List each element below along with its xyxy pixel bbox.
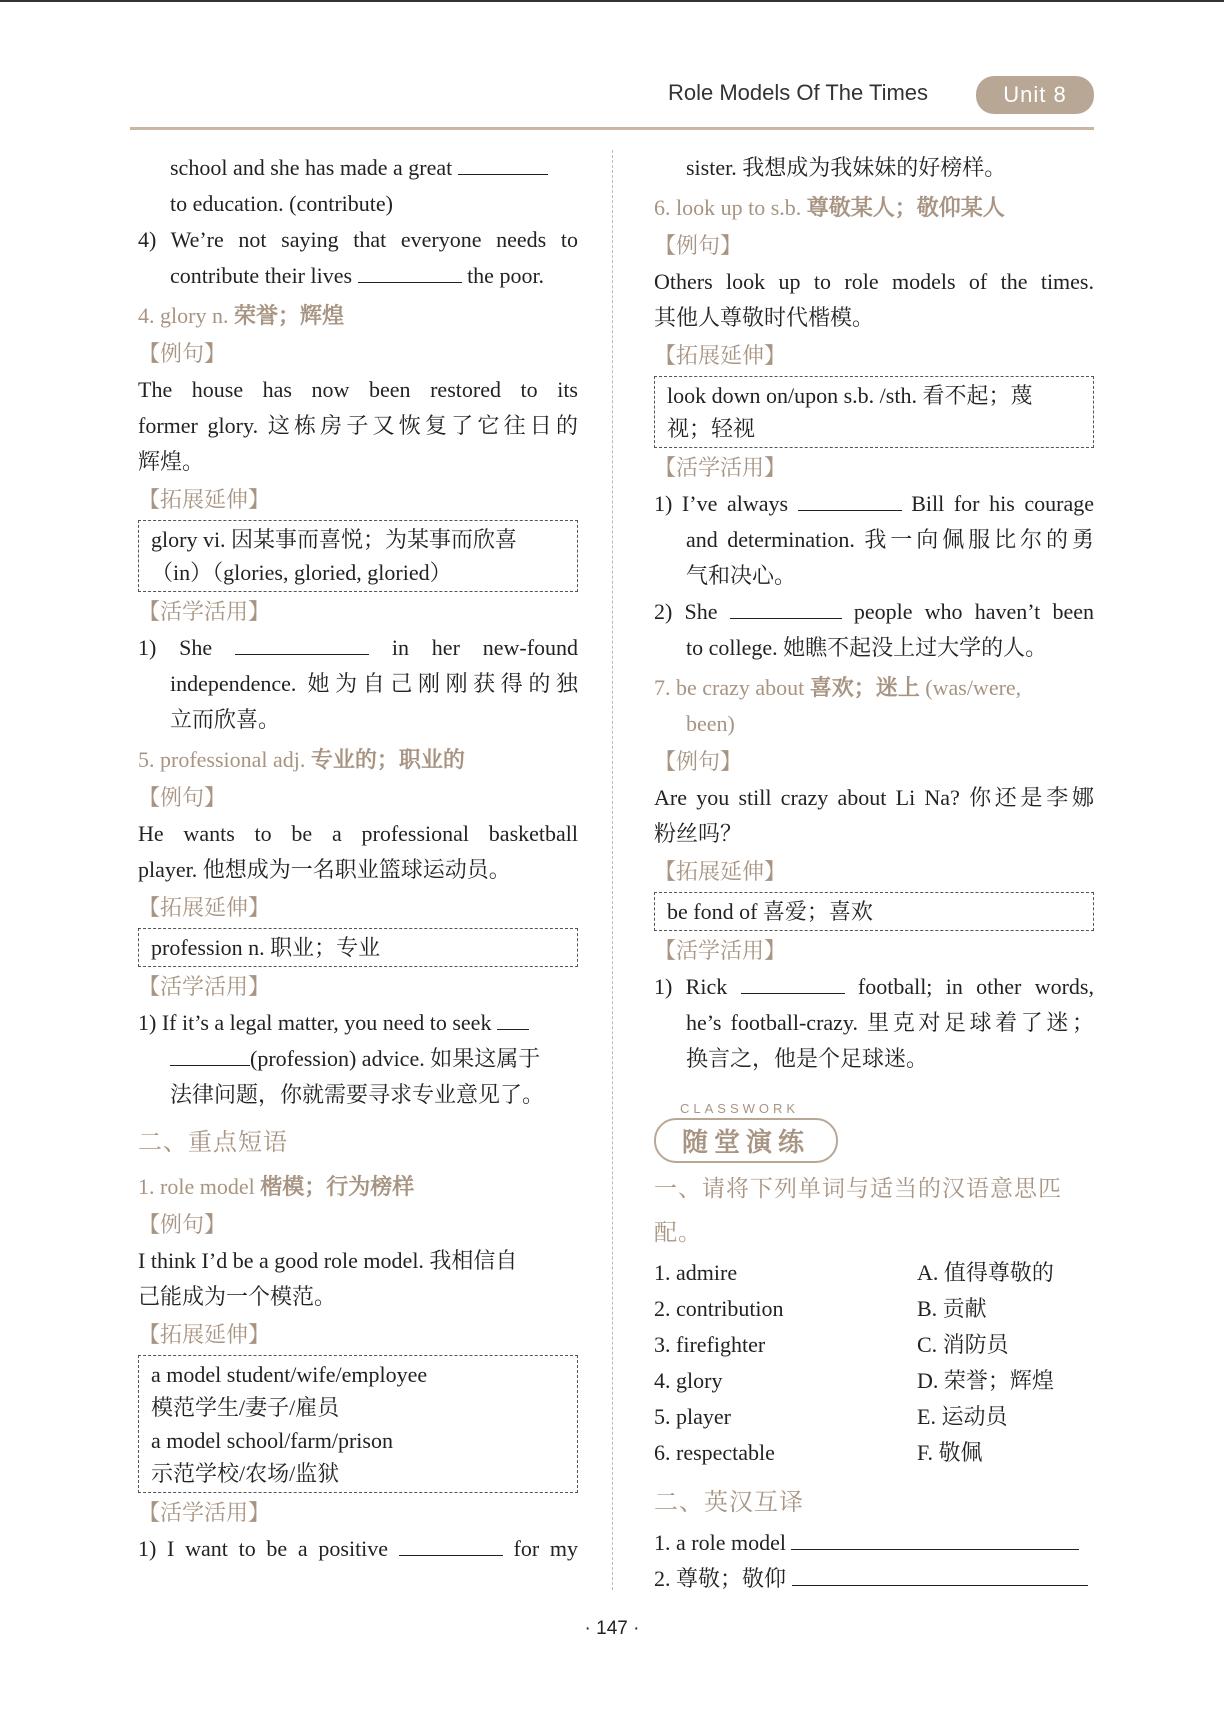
practice-line: (profession) advice. 如果这属于 <box>138 1041 578 1077</box>
text-line: to education. (contribute) <box>170 191 393 216</box>
match-meaning: B. 贡献 <box>917 1296 987 1321</box>
word-heading-glory: 4. glory n. 荣誉；辉煌 <box>138 303 344 328</box>
extension-label: 【拓展延伸】 <box>654 859 787 884</box>
practice-line: 换言之，他是个足球迷。 <box>686 1046 929 1071</box>
example-line: I think I’d be a good role model. 我相信自 <box>138 1248 518 1273</box>
example-label: 【例句】 <box>138 1212 227 1237</box>
practice-line: 立而欣喜。 <box>170 707 281 732</box>
match-word: 3. firefighter <box>654 1332 766 1357</box>
extension-label: 【拓展延伸】 <box>654 343 787 368</box>
translation-item: 2. 尊敬；敬仰 <box>654 1561 1094 1597</box>
example-line: 其他人尊敬时代楷模。 <box>654 305 875 330</box>
practice-line: 2) She people who haven’t been <box>654 594 1094 630</box>
match-word: 2. contribution <box>654 1296 784 1321</box>
answer-blank[interactable] <box>792 1563 1088 1586</box>
box-line: 示范学校/农场/监狱 <box>151 1461 340 1486</box>
box-line: （in）（glories, gloried, gloried） <box>151 560 452 585</box>
box-line: 模范学生/妻子/雇员 <box>151 1395 340 1420</box>
practice-line: he’s football-crazy. 里克对足球着了迷； <box>686 1010 1094 1035</box>
example-line: 己能成为一个模范。 <box>138 1284 337 1309</box>
example-line: former glory. 这栋房子又恢复了它往日的 <box>138 413 578 438</box>
match-meaning: A. 值得尊敬的 <box>917 1260 1054 1285</box>
practice-line: 1) I’ve always Bill for his courage <box>654 486 1094 522</box>
task-matching-title: 一、请将下列单词与适当的汉语意思匹配。 <box>654 1176 1062 1245</box>
phrase-heading-look-up-to: 6. look up to s.b. 尊敬某人；敬仰某人 <box>654 195 1005 220</box>
extension-box <box>138 520 578 592</box>
extension-label: 【拓展延伸】 <box>138 1322 271 1347</box>
box-line: glory vi. 因某事而喜悦；为某事而欣喜 <box>151 527 518 552</box>
column-divider <box>612 150 613 1590</box>
answer-blank[interactable] <box>399 1533 503 1556</box>
match-word: 1. admire <box>654 1260 738 1285</box>
practice-line: 1) I want to be a positive for my <box>138 1531 578 1567</box>
example-line: 粉丝吗？ <box>654 821 743 846</box>
example-label: 【例句】 <box>654 233 743 258</box>
answer-blank[interactable] <box>791 1527 1079 1550</box>
practice-line: 法律问题，你就需要寻求专业意见了。 <box>170 1082 545 1107</box>
example-line: Are you still crazy about Li Na? 你还是李娜 <box>654 785 1094 810</box>
example-label: 【例句】 <box>138 785 227 810</box>
practice-label: 【活学活用】 <box>138 1500 271 1525</box>
match-meaning: E. 运动员 <box>917 1404 1008 1429</box>
practice-line: and determination. 我一向佩服比尔的勇 <box>686 527 1094 552</box>
match-meaning: D. 荣誉；辉煌 <box>917 1368 1054 1393</box>
unit-badge: Unit 8 <box>976 76 1094 114</box>
page-header-title: Role Models Of The Times <box>668 80 929 105</box>
text-line: sister. 我想成为我妹妹的好榜样。 <box>686 155 1007 180</box>
box-line: a model student/wife/employee <box>151 1362 428 1387</box>
classwork-banner <box>654 1101 1094 1163</box>
answer-blank[interactable] <box>741 971 845 994</box>
section-title-phrases: 二、重点短语 <box>138 1130 288 1156</box>
extension-box <box>138 928 578 967</box>
box-line: profession n. 职业；专业 <box>151 935 381 960</box>
practice-label: 【活学活用】 <box>654 938 787 963</box>
box-line: look down on/upon s.b. /sth. 看不起；蔑 <box>667 383 1033 408</box>
classwork-label-en: CLASSWORK <box>680 1101 800 1116</box>
matching-words <box>654 1255 917 1471</box>
match-meaning: C. 消防员 <box>917 1332 1009 1357</box>
example-label: 【例句】 <box>654 749 743 774</box>
example-line: player. 他想成为一名职业篮球运动员。 <box>138 857 511 882</box>
answer-blank[interactable] <box>235 632 369 655</box>
extension-box <box>654 376 1094 448</box>
match-word: 6. respectable <box>654 1440 775 1465</box>
left-column <box>138 150 578 1567</box>
answer-blank[interactable] <box>730 596 842 619</box>
matching-meanings <box>917 1255 1054 1471</box>
match-word: 5. player <box>654 1404 731 1429</box>
practice-label: 【活学活用】 <box>654 455 787 480</box>
answer-blank[interactable] <box>798 488 902 511</box>
match-word: 4. glory <box>654 1368 723 1393</box>
page-number: · 147 · <box>584 1618 640 1639</box>
practice-line: 1) If it’s a legal matter, you need to seek <box>138 1005 578 1041</box>
classwork-label-cn: 随堂演练 <box>654 1118 838 1163</box>
answer-blank[interactable] <box>358 260 462 283</box>
text-line: 4) We’re not saying that everyone needs to <box>138 227 578 252</box>
word-heading-professional: 5. professional adj. 专业的；职业的 <box>138 747 465 772</box>
example-line: The house has now been restored to its <box>138 377 578 402</box>
translation-item: 1. a role model <box>654 1525 1094 1561</box>
example-line: Others look up to role models of the times. <box>654 269 1094 294</box>
match-meaning: F. 敬佩 <box>917 1440 983 1465</box>
text-line: contribute their lives the poor. <box>138 258 578 294</box>
phrase-heading-continued: been) <box>686 711 735 736</box>
extension-box <box>138 1355 578 1493</box>
text-line: school and she has made a great <box>138 150 578 186</box>
practice-label: 【活学活用】 <box>138 974 271 999</box>
answer-blank[interactable] <box>458 152 548 175</box>
box-line: a model school/farm/prison <box>151 1428 393 1453</box>
practice-line: 1) She in her new-found <box>138 630 578 666</box>
box-line: be fond of 喜爱；喜欢 <box>667 899 873 924</box>
answer-blank[interactable] <box>497 1007 529 1030</box>
header-rule <box>130 127 1094 130</box>
phrase-heading-role-model: 1. role model 楷模；行为榜样 <box>138 1174 415 1199</box>
practice-line: independence. 她为自己刚刚获得的独 <box>170 671 578 696</box>
example-label: 【例句】 <box>138 341 227 366</box>
extension-label: 【拓展延伸】 <box>138 895 271 920</box>
extension-box <box>654 892 1094 931</box>
box-line: 视；轻视 <box>667 416 756 441</box>
example-line: 辉煌。 <box>138 449 205 474</box>
top-border <box>0 0 1224 2</box>
extension-label: 【拓展延伸】 <box>138 487 271 512</box>
practice-label: 【活学活用】 <box>138 599 271 624</box>
example-line: He wants to be a professional basketball <box>138 821 578 846</box>
right-column <box>654 150 1094 1597</box>
task-translation-title: 二、英汉互译 <box>654 1490 804 1516</box>
matching-exercise <box>654 1255 1094 1471</box>
answer-blank[interactable] <box>170 1043 250 1066</box>
phrase-heading-be-crazy-about: 7. be crazy about 喜欢；迷上 (was/were, <box>654 675 1022 700</box>
practice-line: 气和决心。 <box>686 563 797 588</box>
practice-line: 1) Rick football; in other words, <box>654 969 1094 1005</box>
practice-line: to college. 她瞧不起没上过大学的人。 <box>686 635 1048 660</box>
